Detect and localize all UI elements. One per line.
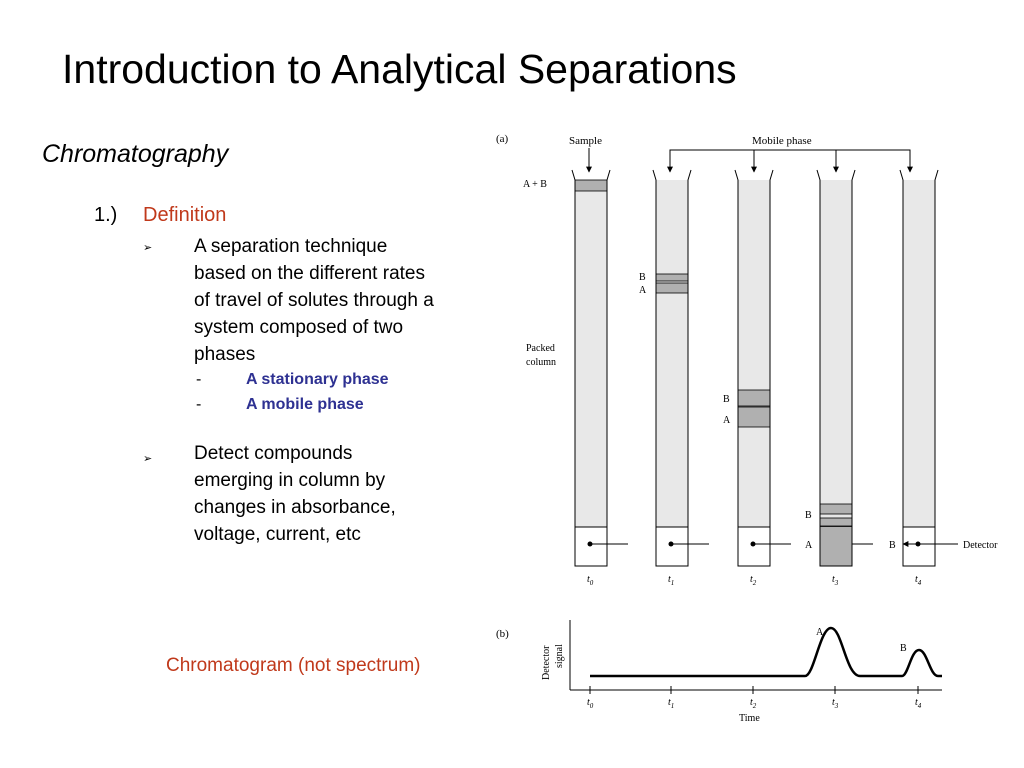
detector-signal-label: signal (554, 644, 565, 668)
bullet-line: A separation technique (194, 236, 388, 257)
detector-signal-label: Detector (541, 645, 552, 680)
solute-band (575, 180, 607, 191)
time-axis-label: $t_1$ (668, 697, 675, 710)
column-body (820, 180, 852, 527)
peak-b-label: B (900, 643, 907, 654)
mobile-phase-bracket (670, 150, 910, 172)
mobile-phase-label: Mobile phase (752, 135, 812, 147)
peak-a-label: A (816, 627, 824, 638)
bullet-line: emerging in column by (194, 470, 386, 491)
dash-marker: - (196, 371, 202, 388)
solute-band (656, 274, 688, 281)
sub-item-stationary-phase: A stationary phase (246, 371, 389, 388)
sample-label: Sample (569, 135, 602, 147)
time-axis-label: $t_4$ (915, 697, 922, 710)
time-label: $t_2$ (750, 574, 757, 587)
bullet-line: system composed of two (194, 317, 404, 338)
chromatogram-caption: Chromatogram (not spectrum) (166, 655, 421, 676)
time-axis-label: $t_0$ (587, 697, 594, 710)
column-body (903, 180, 935, 527)
item-heading: Definition (143, 204, 227, 226)
time-axis-label: $t_2$ (750, 697, 757, 710)
solute-band (656, 283, 688, 293)
chromatography-figure (490, 120, 1020, 730)
bullet-line: changes in absorbance, (194, 497, 396, 518)
bullet-definition-text (194, 233, 489, 368)
time-label: $t_0$ (587, 574, 594, 587)
time-label: $t_4$ (915, 574, 922, 587)
section-heading: Chromatography (42, 140, 229, 168)
bullet-line: based on the different rates (194, 263, 425, 284)
panel-a-label: (a) (496, 133, 509, 145)
solute-band (738, 407, 770, 427)
band-a-label: A (723, 415, 731, 426)
column-group (572, 170, 958, 566)
bullet-line: voltage, current, etc (194, 524, 361, 545)
time-label: $t_1$ (668, 574, 675, 587)
band-b-label: B (889, 540, 896, 551)
item-number: 1.) (94, 204, 118, 226)
column-body (575, 180, 607, 527)
bullet-line: of travel of solutes through a (194, 290, 434, 311)
detector-label: Detector (963, 540, 998, 551)
band-b-label: B (805, 510, 812, 521)
band-b-label: B (639, 272, 646, 283)
column-label: column (526, 357, 556, 368)
a-plus-b-label: A + B (523, 179, 547, 190)
column-body (656, 180, 688, 527)
bullet-detection-text (194, 440, 489, 548)
solute-band (820, 518, 852, 526)
dash-marker: - (196, 396, 202, 413)
time-label: $t_3$ (832, 574, 839, 587)
panel-b-label: (b) (496, 628, 509, 640)
solute-band (738, 390, 770, 406)
solute-band (820, 504, 852, 514)
band-a-label: A (639, 285, 647, 296)
bullet-line: Detect compounds (194, 443, 353, 464)
arrow-bullet-icon: ➢ (143, 453, 153, 465)
sub-item-mobile-phase: A mobile phase (246, 396, 364, 413)
detector-band (820, 527, 852, 566)
band-a-label: A (805, 540, 813, 551)
band-b-label: B (723, 394, 730, 405)
chromatogram-trace (590, 628, 942, 676)
time-axis-title: Time (739, 713, 760, 724)
time-axis-label: $t_3$ (832, 697, 839, 710)
slide-title: Introduction to Analytical Separations (62, 46, 737, 92)
column-body (738, 180, 770, 527)
packed-label: Packed (526, 343, 555, 354)
time-labels (587, 574, 922, 587)
arrow-bullet-icon: ➢ (143, 242, 153, 254)
bullet-line: phases (194, 344, 256, 365)
